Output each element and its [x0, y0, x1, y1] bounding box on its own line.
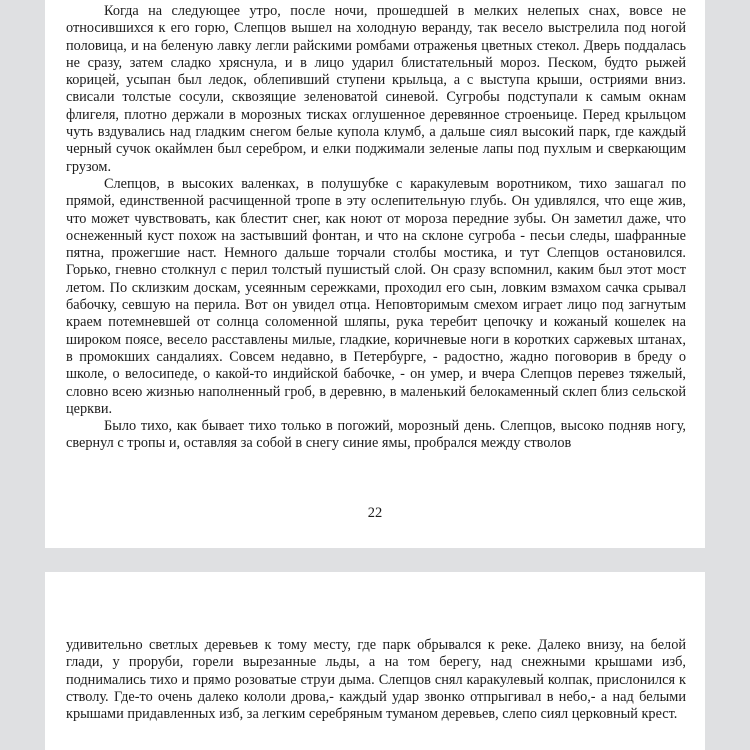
book-page-next — [45, 572, 705, 750]
paragraph: Было тихо, как бывает тихо только в погожий, морозный день. Слепцов, высоко подняв ногу, свернул с тропы и, оставляя за собой в снегу синие ямы, пробрался между стволов — [66, 418, 686, 452]
book-page-22 — [45, 0, 705, 548]
page-text — [66, 637, 686, 723]
paragraph: Слепцов, в высоких валенках, в полушубке с каракулевым воротником, тихо зашагал по прямой, единственной расчищенной тропе в эту ослепительную глубь. Он удивлялся, что еще жив, что может чувствовать, как блестит снег, как ноют от мороза передние зубы. Он заметил даже, что оснеженный куст похож на застывший фонтан, и что на склоне сугроба - песьи следы, шафранные пятна, прожегшие наст. Немного дальше торчали столбы мостика, и тут Слепцов остановился. Горько, гневно столкнул с перил толстый пушистый слой. Он сразу вспомнил, каким был этот мост летом. По склизким доскам, усеянным сережками, проходил его сын, ловким взмахом сачка срывал бабочку, севшую на перила. Вот он увидел отца. Неповторимым смехом играет лицо под загнутым краем потемневшей от солнца соломенной шляпы, рука теребит цепочку и кожаный кошелек на широком поясе, весело расставлены милые, гладкие, коричневые ноги в коротких саржевых штанах, в промокших сандалиях. Совсем недавно, в Петербурге, - радостно, жадно поговорив в бреду о школе, о велосипеде, о какой-то индийской бабочке, - он умер, и вчера Слепцов перевез тяжелый, словно всею жизнью наполненный гроб, в деревню, в маленький белокаменный склеп близ сельской церкви. — [66, 175, 686, 417]
page-text — [66, 3, 686, 453]
page-number: 22 — [367, 505, 383, 521]
paragraph: Когда на следующее утро, после ночи, прошедшей в мелких нелепых снах, вовсе не относившихся к его горю, Слепцов вышел на холодную веранду, так весело выстрелила под ногой половица, и на беленую лавку легли райскими ромбами отраженья цветных стекол. Дверь поддалась не сразу, затем сладко хряснула, и в лицо ударил блистательный мороз. Песком, будто рыжей корицей, усыпан был ледок, облепивший ступени крыльца, а с выступа крыши, остриями вниз. свисали толстые сосули, сквозящие зеленоватой синевой. Сугробы подступали к самым окнам флигеля, плотно держали в морозных тисках оглушенное деревянное строеньице. Перед крыльцом чуть вздувались над гладким снегом белые купола клумб, а дальше сиял высокий парк, где каждый черный сучок окаймлен был серебром, и елки поджимали зеленые лапы под пухлым и сверкающим грузом. — [66, 3, 686, 175]
paragraph-continuation: удивительно светлых деревьев к тому месту, где парк обрывался к реке. Далеко внизу, на белой глади, у проруби, горели вырезанные льды, а на том берегу, над снежными крышами изб, поднимались тихо и прямо розоватые струи дыма. Слепцов снял каракулевый колпак, прислонился к стволу. Где-то очень далеко кололи дрова,- каждый удар звонко отпрыгивал в небо,- а над белыми крышами придавленных изб, за легким серебряным туманом деревьев, слепо сиял церковный крест. — [66, 637, 686, 723]
